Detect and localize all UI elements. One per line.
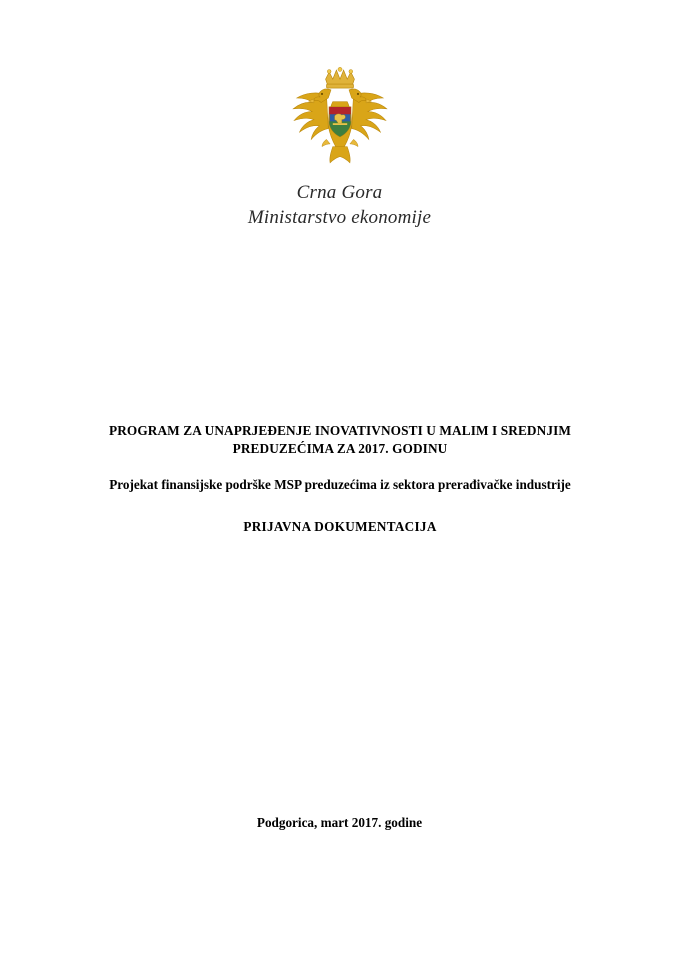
document-subtitle: Projekat finansijske podrške MSP preduzećima iz sektora prerađivačke industrije: [109, 477, 571, 492]
document-title: PROGRAM ZA UNAPRJEĐENJE INOVATIVNOSTI U MALIM I SREDNJIM PREDUZEĆIMA ZA 2017. GODINU: [108, 423, 572, 456]
footer-block: [0, 814, 679, 832]
title-block: [70, 422, 610, 536]
ministry-name: Ministarstvo ekonomije: [247, 207, 432, 228]
document-section-label: PRIJAVNA DOKUMENTACIJA: [243, 519, 437, 534]
place-and-date: Podgorica, mart 2017. godine: [256, 815, 423, 830]
coat-of-arms-container: [0, 62, 679, 170]
country-name: Crna Gora: [296, 182, 383, 203]
montenegro-coat-of-arms-icon: [286, 62, 394, 170]
institution-heading: [0, 180, 679, 230]
